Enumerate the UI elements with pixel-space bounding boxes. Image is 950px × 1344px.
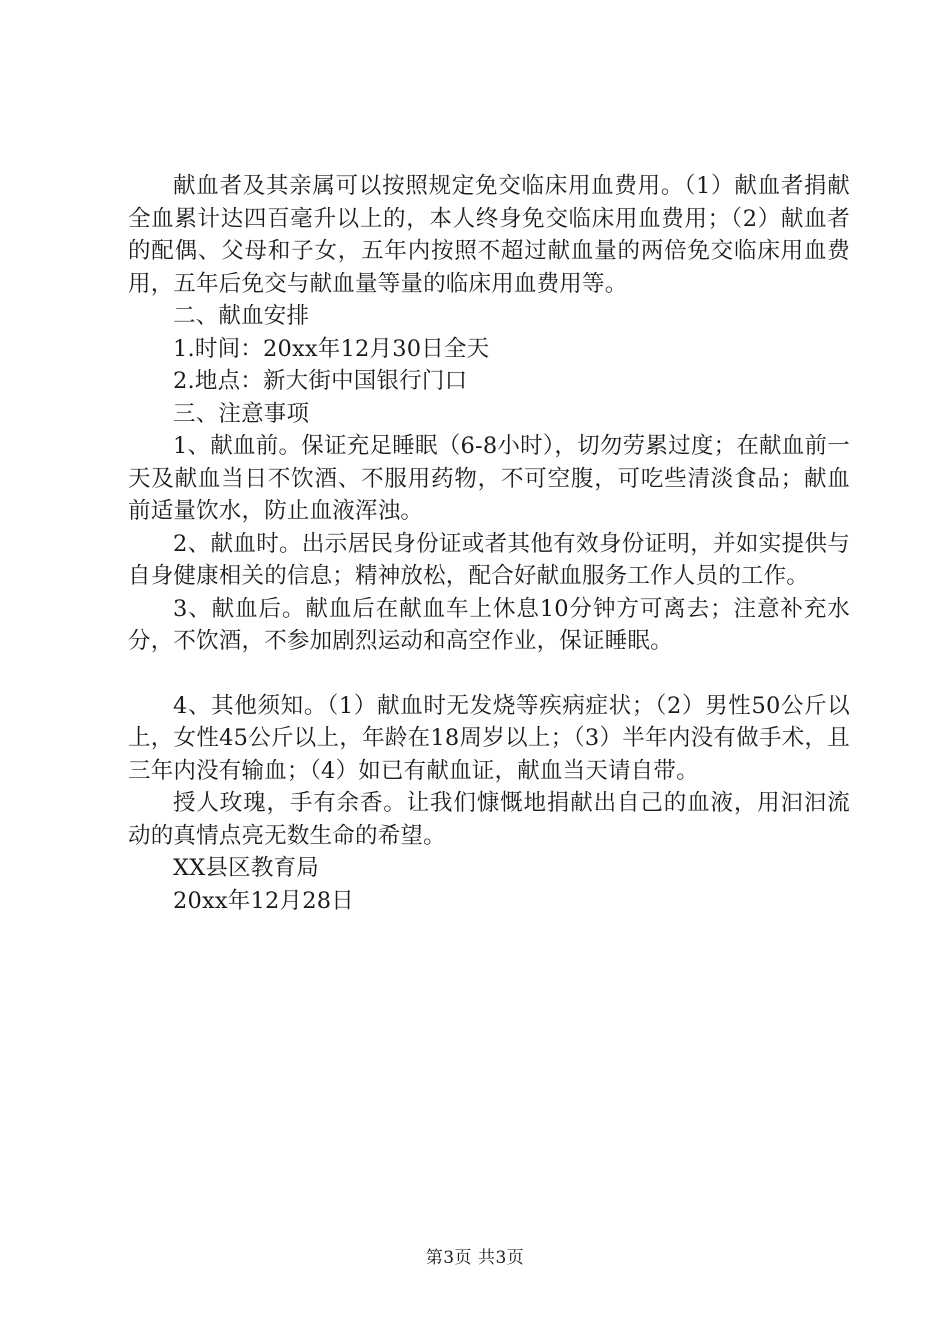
signature-date: 20xx年12月28日: [173, 887, 354, 914]
heading-notes: 三、注意事项: [173, 400, 310, 427]
item-location: 2.地点：新大街中国银行门口: [173, 368, 468, 394]
closing-appeal: 授人玫瑰，手有余香。让我们慷慨地捐献出自己的血液，用汩汩流动的真情点亮无数生命的希望。: [128, 790, 850, 849]
note-before-donation: 1、献血前。保证充足睡眠（6-8小时），切勿劳累过度；在献血前一天及献血当日不饮酒、不服用药物，不可空腹，可吃些清淡食品；献血前适量饮水，防止血液浑浊。: [128, 433, 850, 524]
item-time: 1.时间：20xx年12月30日全天: [173, 335, 490, 362]
document-body: [128, 170, 850, 917]
paragraph-fee-exemption: 献血者及其亲属可以按照规定免交临床用血费用。（1）献血者捐献全血累计达四百毫升以上的，本人终身免交临床用血费用；（2）献血者的配偶、父母和子女，五年内按照不超过献血量的两倍免交临床用血费用，五年后免交与献血量等量的临床用血费用等。: [128, 173, 850, 297]
note-after-donation: 3、献血后。献血后在献血车上休息10分钟方可离去；注意补充水分，不饮酒，不参加剧烈运动和高空作业，保证睡眠。: [128, 595, 850, 654]
heading-arrangement: 二、献血安排: [173, 303, 310, 329]
page-number-footer: 第3页 共3页: [425, 1248, 525, 1268]
note-other-requirements: 4、其他须知。（1）献血时无发烧等疾病症状；（2）男性50公斤以上，女性45公斤以上，年龄在18周岁以上；（3）半年内没有做手术，且三年内没有输血；（4）如已有献血证，献血当天请自带。: [128, 692, 850, 784]
note-during-donation: 2、献血时。出示居民身份证或者其他有效身份证明，并如实提供与自身健康相关的信息；精神放松，配合好献血服务工作人员的工作。: [128, 530, 850, 589]
signature-organization: XX县区教育局: [173, 855, 319, 881]
